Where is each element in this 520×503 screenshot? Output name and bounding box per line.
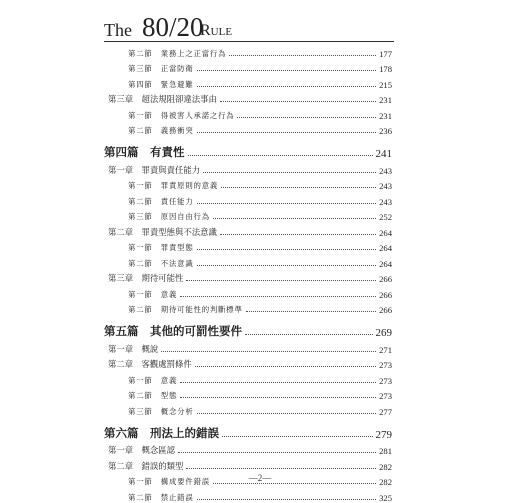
toc-chapter-entry xyxy=(104,355,392,371)
header-brand-rule: Rule xyxy=(200,22,233,39)
dot-leader xyxy=(197,70,377,71)
dot-leader xyxy=(188,155,373,156)
toc-entry-page: 273 xyxy=(379,360,392,370)
toc-section-entry xyxy=(104,386,392,402)
toc-entry-title: 第二節 業務上之正當行為 xyxy=(104,48,228,59)
table-of-contents xyxy=(104,43,392,503)
toc-entry-page: 231 xyxy=(379,110,392,121)
dot-leader xyxy=(161,351,376,352)
toc-entry-page: 264 xyxy=(379,258,392,269)
toc-chapter-entry xyxy=(104,90,392,106)
toc-entry-title: 第一節 意義 xyxy=(104,375,179,386)
dot-leader xyxy=(213,218,376,219)
dot-leader xyxy=(197,132,377,133)
dot-leader xyxy=(237,117,376,118)
toc-section-entry xyxy=(104,207,392,223)
toc-entry-title: 第二章 客觀處罰條件 xyxy=(104,358,194,370)
toc-entry-page: 325 xyxy=(379,492,392,503)
toc-section-entry xyxy=(104,59,392,75)
toc-entry-page: 266 xyxy=(379,289,392,300)
dot-leader xyxy=(180,382,376,383)
toc-entry-title: 第四篇 有責性 xyxy=(104,145,185,159)
dot-leader xyxy=(186,468,376,469)
toc-entry-title: 第一章 概說 xyxy=(104,343,160,355)
dot-leader xyxy=(186,280,376,281)
toc-entry-title: 第五篇 其他的可罰性要件 xyxy=(104,324,242,338)
dot-leader xyxy=(197,203,377,204)
dot-leader xyxy=(197,249,377,250)
toc-section-entry xyxy=(104,253,392,269)
toc-part-entry xyxy=(104,419,392,441)
toc-entry-page: 241 xyxy=(375,148,392,160)
page-number: —2— xyxy=(248,473,272,483)
dot-leader xyxy=(221,187,376,188)
toc-entry-page: 273 xyxy=(379,391,392,401)
toc-chapter-entry xyxy=(104,269,392,285)
dot-leader xyxy=(197,499,377,500)
dot-leader xyxy=(220,234,376,235)
dot-leader xyxy=(245,334,373,335)
toc-entry-page: 281 xyxy=(379,446,392,456)
toc-section-entry xyxy=(104,191,392,207)
toc-entry-title: 第一節 構成要件錯誤 xyxy=(104,476,212,487)
toc-section-entry xyxy=(104,487,392,503)
toc-section-entry xyxy=(104,105,392,121)
header-brand-the: The xyxy=(104,20,132,40)
dot-leader xyxy=(178,452,376,453)
toc-entry-title: 第二節 型態 xyxy=(104,390,179,401)
toc-entry-page: 279 xyxy=(375,428,392,441)
toc-entry-title: 第一章 概念區認 xyxy=(104,444,177,456)
dot-leader xyxy=(246,311,376,312)
toc-entry-page: 231 xyxy=(379,95,392,105)
toc-entry-page: 264 xyxy=(379,227,392,238)
dot-leader xyxy=(220,101,376,102)
toc-section-entry xyxy=(104,74,392,90)
toc-entry-page: 273 xyxy=(379,375,392,386)
toc-entry-title: 第二章 罪責型態與不法意識 xyxy=(104,226,219,238)
header-brand-number: 80/20 xyxy=(142,12,204,42)
toc-entry-page: 282 xyxy=(379,477,392,487)
toc-entry-page: 243 xyxy=(379,165,392,176)
toc-entry-page: 243 xyxy=(379,196,392,207)
toc-entry-page: 252 xyxy=(379,212,392,222)
toc-section-entry xyxy=(104,370,392,386)
dot-leader xyxy=(180,296,376,297)
toc-entry-title: 第一節 罪責型態 xyxy=(104,242,196,253)
dot-leader xyxy=(197,413,377,414)
toc-section-entry xyxy=(104,176,392,192)
dot-leader xyxy=(197,86,377,87)
toc-entry-title: 第二章 錯誤的類型 xyxy=(104,460,185,472)
toc-entry-page: 266 xyxy=(379,274,392,284)
toc-entry-title: 第二節 禁止錯誤 xyxy=(104,492,196,503)
toc-entry-page: 277 xyxy=(379,406,392,417)
toc-entry-title: 第三節 原因自由行為 xyxy=(104,211,212,222)
toc-entry-page: 269 xyxy=(375,327,392,339)
dot-leader xyxy=(222,436,373,437)
toc-entry-title: 第一節 得被害人承諾之行為 xyxy=(104,110,236,121)
toc-chapter-entry xyxy=(104,222,392,238)
toc-chapter-entry xyxy=(104,441,392,457)
toc-entry-title: 第二節 不法意識 xyxy=(104,258,196,269)
toc-entry-title: 第一節 意義 xyxy=(104,289,179,300)
toc-entry-title: 第二節 義務衝突 xyxy=(104,125,196,136)
dot-leader xyxy=(197,265,377,266)
toc-part-entry xyxy=(104,138,392,160)
toc-entry-title: 第六篇 刑法上的錯誤 xyxy=(104,425,219,440)
toc-entry-page: 178 xyxy=(379,64,392,74)
toc-entry-title: 第一章 罪責與責任能力 xyxy=(104,164,202,176)
toc-entry-page: 215 xyxy=(379,79,392,90)
toc-entry-page: 282 xyxy=(379,461,392,472)
dot-leader xyxy=(203,172,376,173)
toc-section-entry xyxy=(104,401,392,417)
dot-leader xyxy=(180,397,376,398)
toc-entry-title: 第三節 概念分析 xyxy=(104,406,196,417)
toc-entry-page: 266 xyxy=(379,305,392,315)
dot-leader xyxy=(229,55,376,56)
toc-entry-title: 第二節 期待可能性的判斷標準 xyxy=(104,304,245,315)
toc-chapter-entry xyxy=(104,160,392,176)
toc-entry-page: 236 xyxy=(379,126,392,136)
toc-chapter-entry xyxy=(104,339,392,355)
toc-entry-title: 第二節 責任能力 xyxy=(104,196,196,207)
dot-leader xyxy=(195,366,376,367)
toc-entry-page: 243 xyxy=(379,181,392,191)
toc-entry-title: 第一節 罪責原則的意義 xyxy=(104,180,220,191)
toc-section-entry xyxy=(104,300,392,316)
toc-entry-title: 第三章 超法規阻卻違法事由 xyxy=(104,93,219,105)
toc-entry-page: 177 xyxy=(379,48,392,59)
toc-section-entry xyxy=(104,284,392,300)
toc-entry-page: 264 xyxy=(379,243,392,253)
toc-entry-title: 第三節 正當防衛 xyxy=(104,63,196,74)
header-divider xyxy=(104,41,394,42)
toc-entry-title: 第四節 緊急避難 xyxy=(104,79,196,90)
toc-section-entry xyxy=(104,121,392,137)
toc-chapter-entry xyxy=(104,456,392,472)
toc-entry-page: 271 xyxy=(379,344,392,355)
toc-section-entry xyxy=(104,43,392,59)
dot-leader xyxy=(213,483,376,484)
toc-part-entry xyxy=(104,317,392,339)
toc-entry-title: 第三章 期待可能性 xyxy=(104,272,185,284)
toc-section-entry xyxy=(104,238,392,254)
